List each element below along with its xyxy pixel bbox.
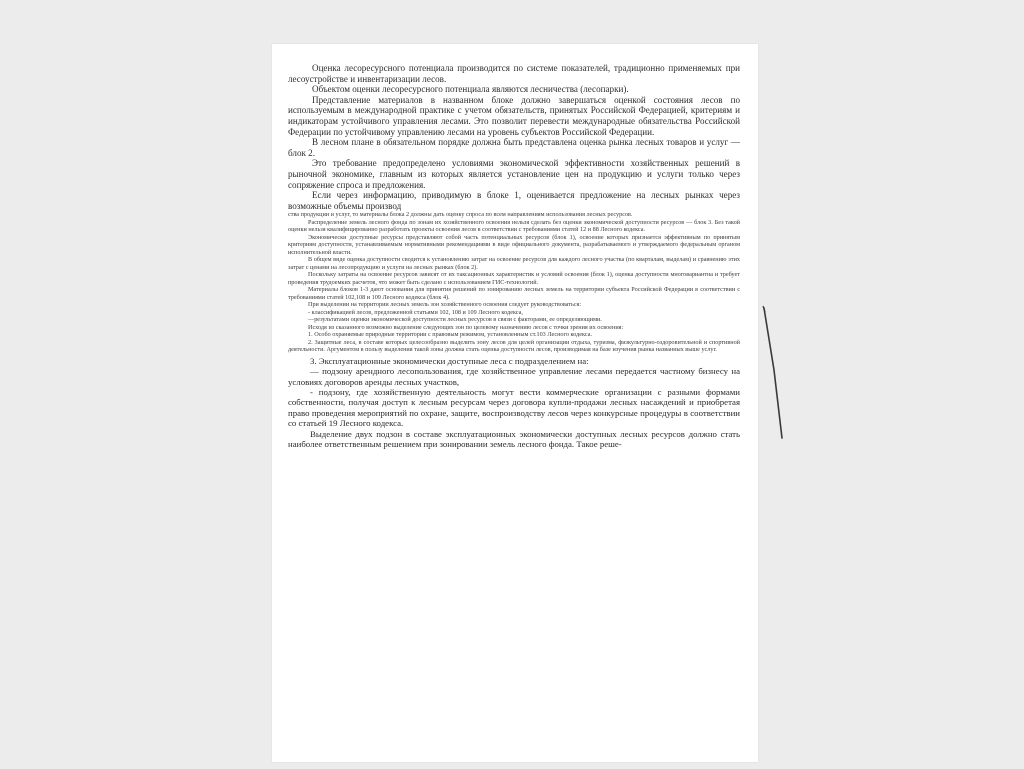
text-block-3 — [288, 356, 740, 450]
paragraph: Если через информацию, приводимую в блоке 1, оценивается предложение на лесных рынках через возможные объемы производ — [288, 190, 740, 211]
paragraph: Выделение двух подзон в составе эксплуатационных экономически доступных лесных ресурсов должно стать наиболее ответственным решением при зонировании земель лесного фонда. Такое реше- — [288, 428, 740, 450]
paragraph: Материалы блоков 1-3 дают основания для принятия решений по зонированию лесных земель на территории субъекта Российской Федерации в соответствии с требованиями статей 102,108 и 109 Лесного кодекса (блок 4). — [288, 286, 740, 301]
paragraph: Исходя из сказанного возможно выделение следующих зон по целевому назначению лесов с точки зрения их освоения: — [308, 323, 624, 331]
paragraph: 1. Особо охраняемые природные территории с правовым режимом, установленным ст.103 Лесного кодекса. — [308, 331, 593, 339]
paragraph: В общем виде оценка доступности сводится к установлению затрат на освоение ресурсов для каждого лесного участка (по кварталам, выделам) и сравнению этих затрат с ценами на лесопродукцию и услуги на лесных рынках (блок 2). — [288, 256, 740, 271]
paragraph: 3. Эксплуатационные экономически доступные леса с подразделением на: — [310, 355, 589, 366]
paragraph: Объектом оценки лесоресурсного потенциала являются лесничества (лесопарки). — [312, 84, 629, 95]
paragraph: Оценка лесоресурсного потенциала производится по системе показателей, традиционно применяемых при лесоустройстве и инвентаризации лесов. — [288, 63, 740, 84]
paragraph: — подзону арендного лесопользования, где хозяйственное управление лесами передается частному бизнесу на условиях договоров аренды лесных участков, — [288, 366, 740, 387]
paragraph: - подзону, где хозяйственную деятельность могут вести коммерческие организации с разными формами собственности, получая доступ к лесным ресурсам через договора купли-продажи лесных насаждений и приобретая право проведения мероприятий по охране, защите, воспроизводству лесов через конкурсные процедуры в соответствии со статьей 19 Лесного кодекса. — [288, 387, 740, 429]
paragraph: При выделении на территории лесных земель зон хозяйственного освоения следует руководствоваться: — [308, 301, 582, 309]
paragraph: В лесном плане в обязательном порядке должна быть представлена оценка рынка лесных товаров и услуг — блок 2. — [288, 137, 740, 158]
paragraph: ства продукции и услуг, то материалы блока 2 должны дать оценку спроса по всем направлениям использования лесных ресурсов. — [288, 211, 633, 219]
paragraph: Экономически доступные ресурсы представляют собой часть потенциальных ресурсов (блок 1), освоение которых признается эффективным по принятым критериям доступности, устанавливаемым нормативными рекомендациями в виде официального документа, разрабатываемого и утверждаемого федеральным органом исполнительной власти. — [288, 233, 740, 256]
paragraph: Представление материалов в названном блоке должно завершаться оценкой состояния лесов по используемым в международной практике с учетом обязательств, принятых Российской Федерацией, критериям и индикаторам устойчивого управления лесами. Это позволит перевести международные обязательства Российской Федерации по устойчивому управлению лесами на уровень субъектов Российской Федерации. — [288, 94, 740, 137]
pen-mark-icon — [760, 300, 790, 440]
paragraph: Это требование предопределено условиями экономической эффективности хозяйственных решений в рыночной экономике, главным из которых является установление цен на продукцию и услуги только через сопряжение спроса и предложения. — [288, 158, 740, 190]
paragraph: Поскольку затраты на освоение ресурсов зависят от их таксационных характеристик и условий освоения (блок 1), оценка доступности многовариантна и требует проведения трудоемких расчетов, что может быть сделано с использованием ГИС-технологий. — [288, 271, 740, 286]
text-block-2 — [288, 211, 740, 354]
paragraph: —результатами оценки экономической доступности лесных ресурсов в связи с факторами, ее определяющими. — [308, 316, 602, 324]
document-text — [288, 63, 740, 449]
paragraph: 2. Защитные леса, в составе которых целесообразно выделить зону лесов для целей организации отдыха, туризма, физкультурно-оздоровительной и спортивной деятельности. Аргументом в пользу выделения такой зоны должна стать оценка доступности лесов, производимая на базе изучения рынка названных выше услуг. — [288, 338, 740, 354]
paragraph: - классификацией лесов, предложенной статьями 102, 108 и 109 Лесного кодекса, — [308, 308, 523, 316]
paragraph: Распределение земель лесного фонда по зонам их хозяйственного освоения нельзя сделать без оценки экономической доступности ресурсов — блок 3. Без такой оценки нельзя квалифицированно разработать проекты освоения лесов в соответствии с требованиями статей 12 и 88 Лесного кодекса. — [288, 218, 740, 234]
text-block-1 — [288, 63, 740, 211]
